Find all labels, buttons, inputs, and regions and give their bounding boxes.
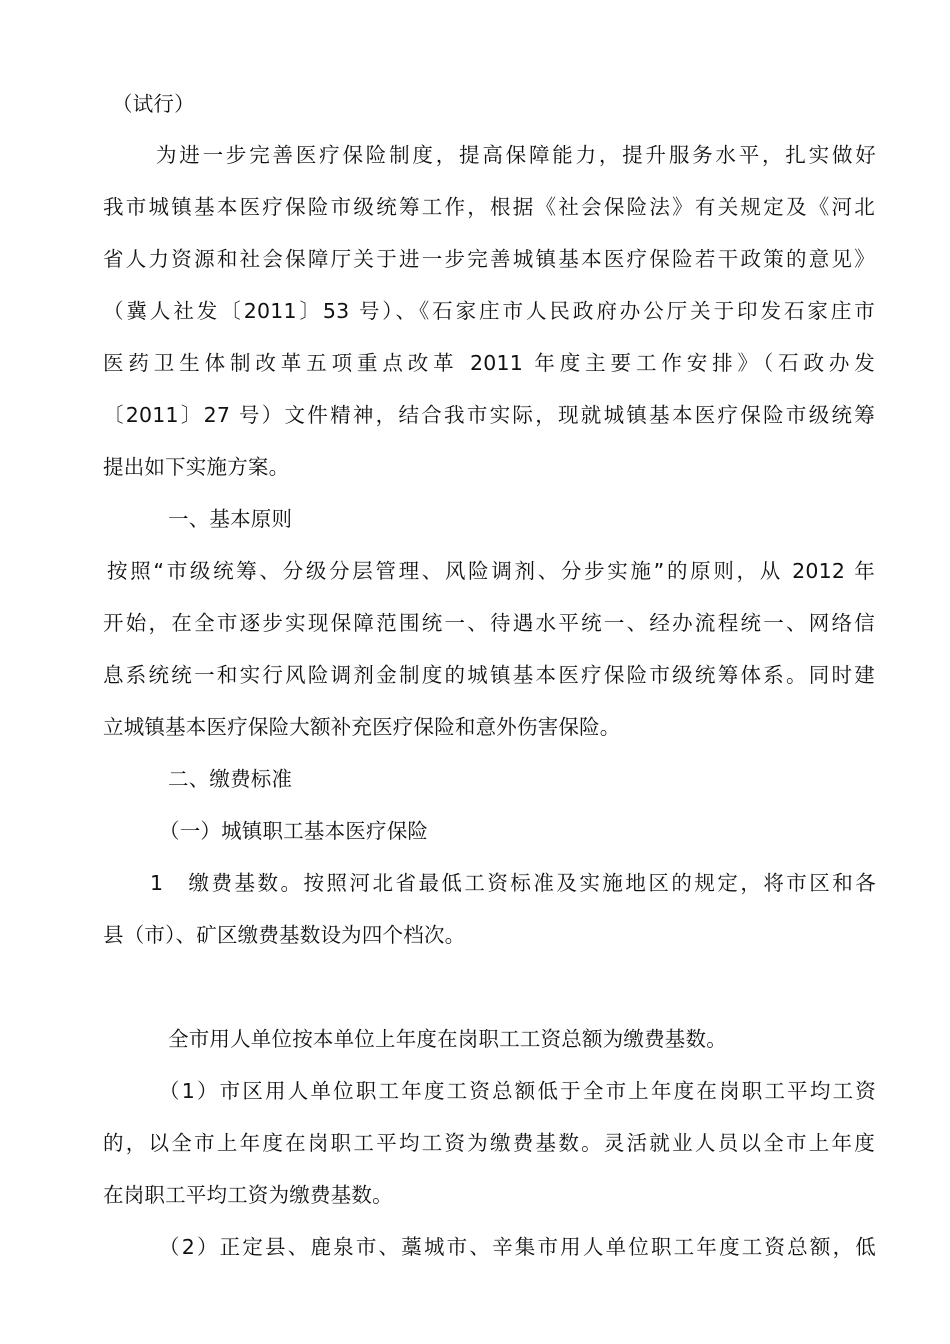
- section-heading-2: 二、缴费标准: [168, 767, 293, 791]
- paragraph-line: （1）市区用人单位职工年度工资总额低于全市上年度在岗职工平均工资: [159, 1079, 876, 1103]
- paragraph-line: 1 缴费基数。按照河北省最低工资标准及实施地区的规定，将市区和各: [150, 871, 876, 895]
- section-heading-1: 一、基本原则: [168, 507, 293, 531]
- subtitle-trial: （试行）: [112, 92, 195, 116]
- paragraph-line: 立城镇基本医疗保险大额补充医疗保险和意外伤害保险。: [103, 715, 621, 739]
- paragraph-line: 按照“市级统筹、分级分层管理、风险调剂、分步实施”的原则，从 2012 年: [107, 559, 875, 583]
- paragraph-line: （2）正定县、鹿泉市、藁城市、辛集市用人单位职工年度工资总额，低: [159, 1235, 876, 1259]
- paragraph-line: 为进一步完善医疗保险制度，提高保障能力，提升服务水平，扎实做好: [156, 143, 876, 167]
- paragraph-line: 县（市）、矿区缴费基数设为四个档次。: [103, 923, 466, 947]
- subsection-heading: （一）城镇职工基本医疗保险: [159, 819, 429, 843]
- paragraph-line: 我市城镇基本医疗保险市级统筹工作，根据《社会保险法》有关规定及《河北: [103, 195, 875, 219]
- paragraph-line: 开始，在全市逐步实现保障范围统一、待遇水平统一、经办流程统一、网络信: [103, 611, 875, 635]
- paragraph-line: 提出如下实施方案。: [103, 455, 290, 479]
- paragraph-line: （冀人社发〔2011〕53 号）、《石家庄市人民政府办公厅关于印发石家庄市: [103, 299, 875, 323]
- paragraph-line: 的，以全市上年度在岗职工平均工资为缴费基数。灵活就业人员以全市上年度: [103, 1131, 875, 1155]
- paragraph-line: 〔2011〕27 号）文件精神，结合我市实际，现就城镇基本医疗保险市级统筹: [103, 403, 875, 427]
- paragraph-line: 医药卫生体制改革五项重点改革 2011 年度主要工作安排》（石政办发: [103, 351, 875, 375]
- paragraph-line: 全市用人单位按本单位上年度在岗职工工资总额为缴费基数。: [168, 1027, 727, 1051]
- paragraph-line: 息系统统一和实行风险调剂金制度的城镇基本医疗保险市级统筹体系。同时建: [103, 663, 875, 687]
- paragraph-line: 在岗职工平均工资为缴费基数。: [103, 1183, 393, 1207]
- paragraph-line: 省人力资源和社会保障厅关于进一步完善城镇基本医疗保险若干政策的意见》: [103, 247, 875, 271]
